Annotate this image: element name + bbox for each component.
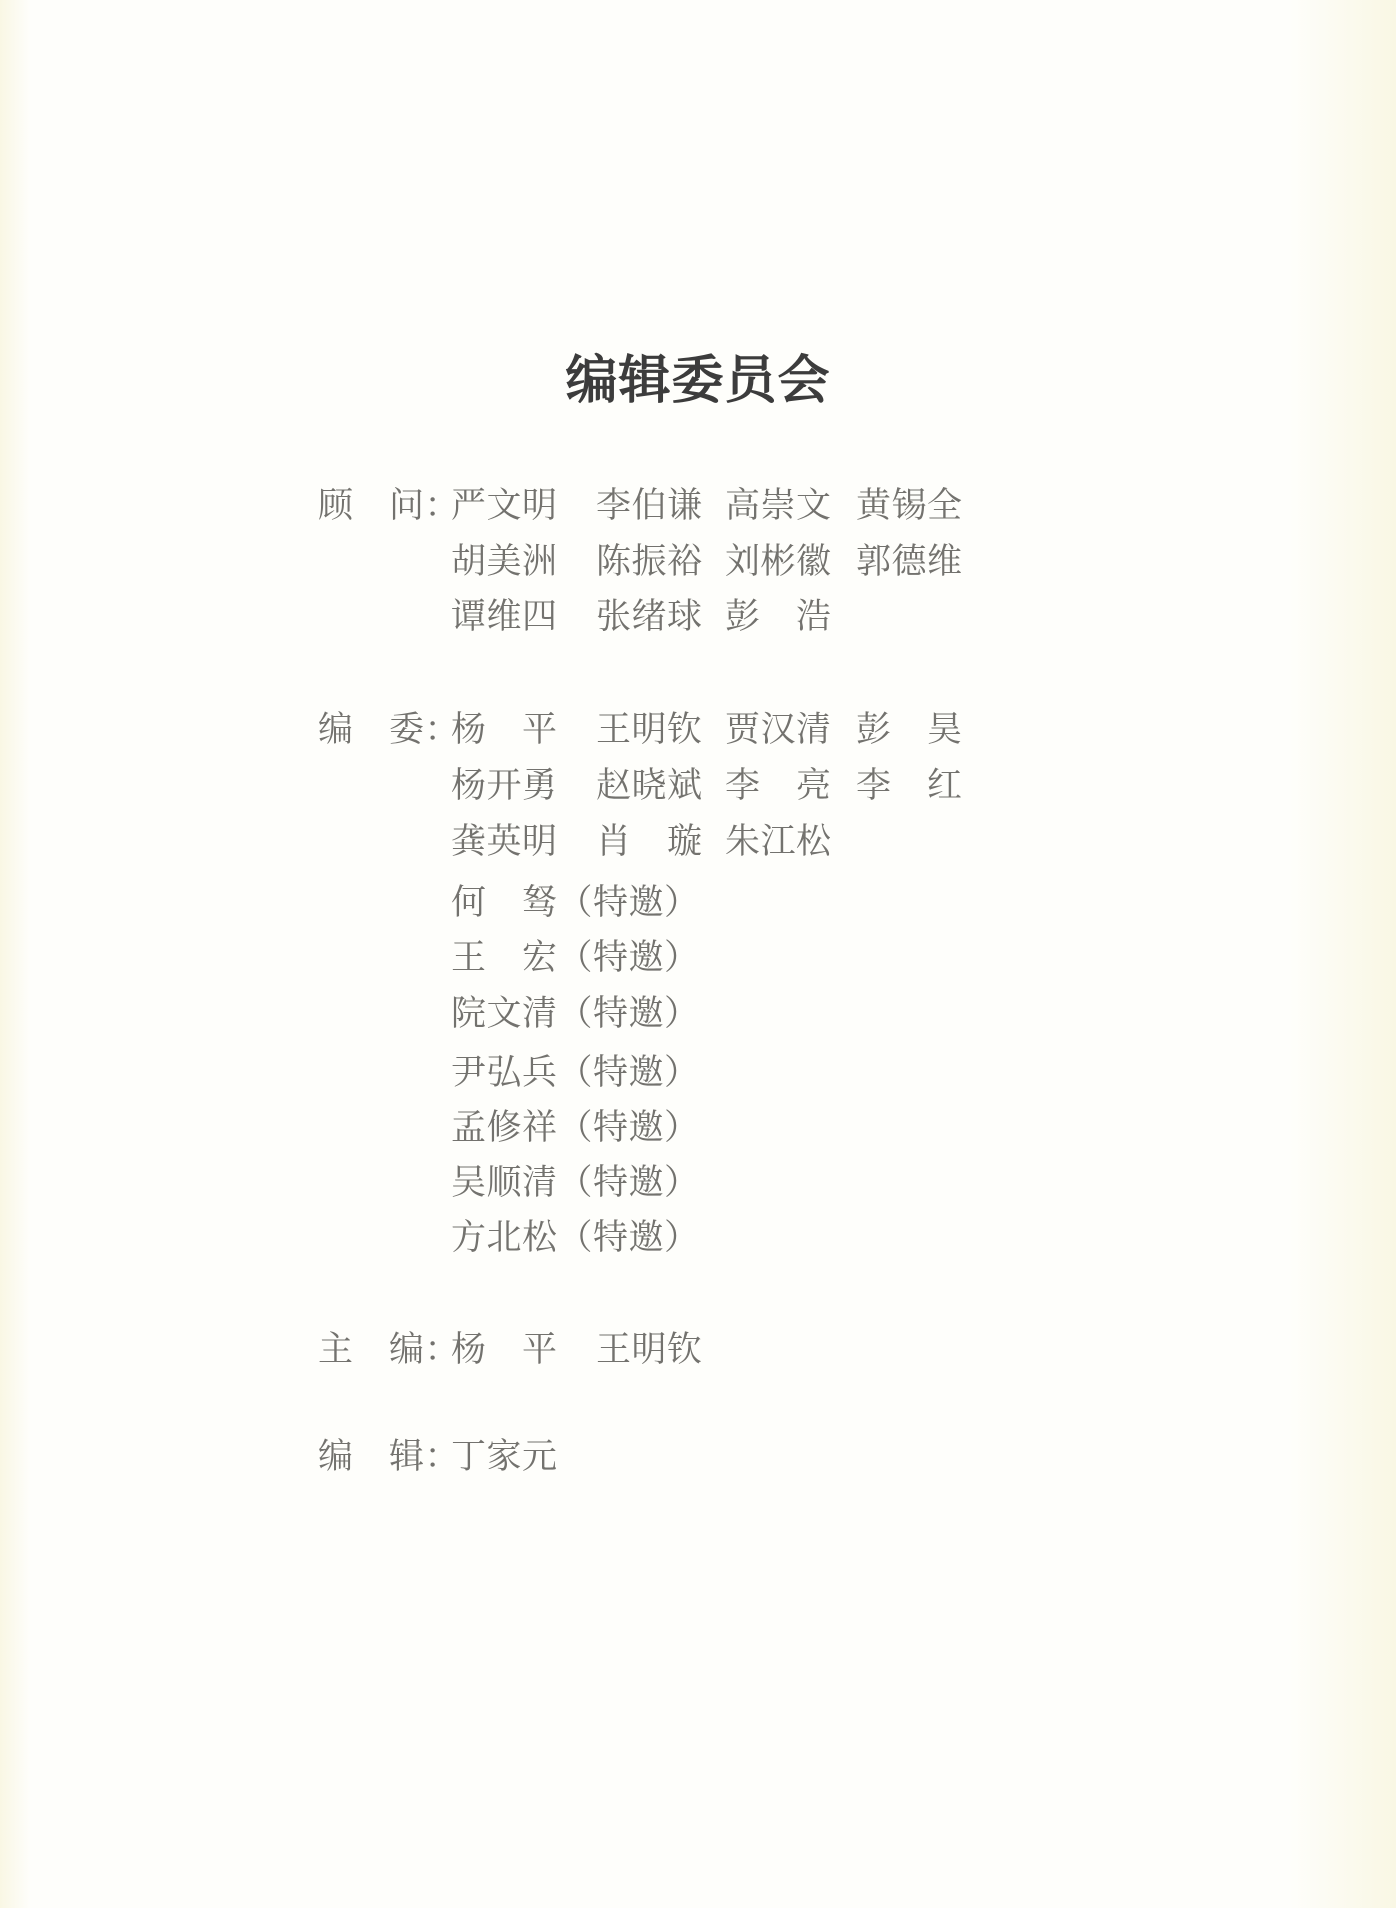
page-title: 编辑委员会 [565,352,831,410]
person-name: 李 红 [856,766,963,805]
person-name: 李 亮 [725,766,832,805]
person-name: 方北松（特邀） [451,1218,700,1257]
person-name: 朱江松 [725,822,832,861]
role-label-editor: 编 辑： [318,1437,461,1476]
person-name: 彭 昊 [856,710,963,749]
person-name: 李伯谦 [596,486,703,525]
person-name: 杨 平 [451,1330,558,1369]
person-name: 高崇文 [725,486,832,525]
person-name: 丁家元 [451,1437,558,1476]
person-name: 严文明 [451,486,558,525]
person-name: 王 宏（特邀） [451,938,700,977]
person-name: 王明钦 [596,710,703,749]
person-name: 龚英明 [451,822,558,861]
person-name: 院文清（特邀） [451,994,700,1033]
person-name: 王明钦 [596,1330,703,1369]
person-name: 尹弘兵（特邀） [451,1053,700,1092]
person-name: 刘彬徽 [725,542,832,581]
role-label-editorial-board: 编 委： [318,710,461,749]
person-name: 贾汉清 [725,710,832,749]
person-name: 孟修祥（特邀） [451,1108,700,1147]
person-name: 黄锡全 [856,486,963,525]
person-name: 陈振裕 [596,542,703,581]
person-name: 杨开勇 [451,766,558,805]
person-name: 肖 璇 [596,822,703,861]
person-name: 赵晓斌 [596,766,703,805]
person-name: 谭维四 [451,597,558,636]
person-name: 张绪球 [596,597,703,636]
person-name: 胡美洲 [451,542,558,581]
person-name: 彭 浩 [725,597,832,636]
person-name: 吴顺清（特邀） [451,1163,700,1202]
person-name: 杨 平 [451,710,558,749]
person-name: 郭德维 [856,542,963,581]
role-label-chief-editors: 主 编： [318,1330,461,1369]
role-label-advisors: 顾 问： [318,486,461,525]
person-name: 何 驽（特邀） [451,883,700,922]
